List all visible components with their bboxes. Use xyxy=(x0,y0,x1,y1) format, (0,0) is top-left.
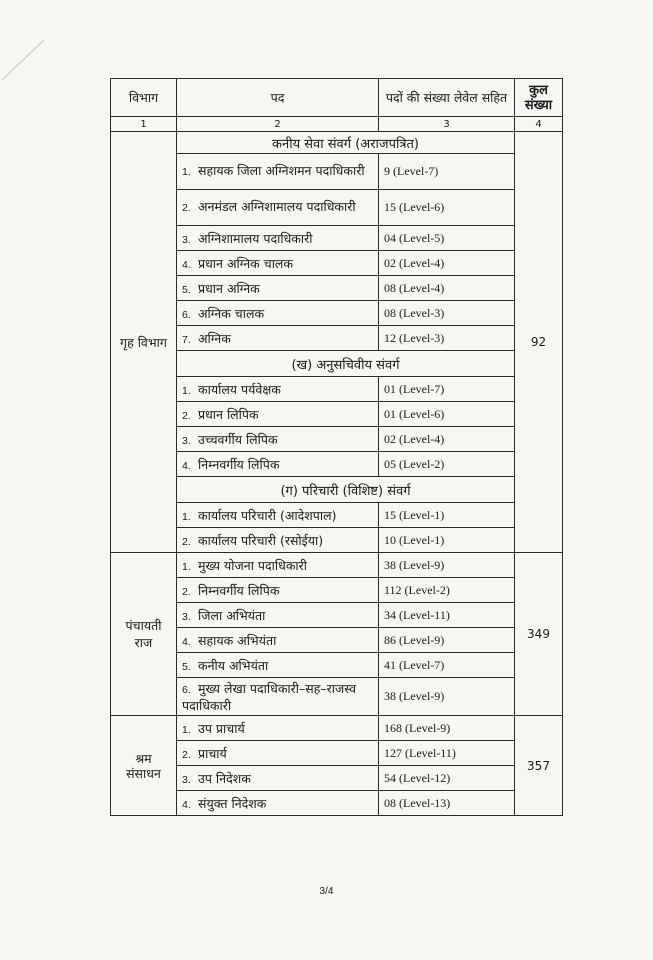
table-row xyxy=(111,766,563,791)
table-row xyxy=(111,301,563,326)
header-count: पदों की संख्या लेवेल सहित xyxy=(379,79,515,117)
post-count: 38 (Level-9) xyxy=(379,553,515,578)
post-count: 127 (Level-11) xyxy=(379,741,515,766)
table-header-row xyxy=(111,79,563,117)
post-count: 08 (Level-4) xyxy=(379,276,515,301)
post-name xyxy=(177,578,379,603)
post-count: 05 (Level-2) xyxy=(379,452,515,477)
column-number: 1 xyxy=(111,117,177,132)
table-row xyxy=(111,716,563,741)
post-name xyxy=(177,741,379,766)
post-count: 9 (Level-7) xyxy=(379,154,515,190)
post-count: 15 (Level-6) xyxy=(379,190,515,226)
post-name xyxy=(177,716,379,741)
post-label: मुख्य योजना पदाधिकारी xyxy=(198,557,308,573)
header-post: पद xyxy=(177,79,379,117)
department-total: 92 xyxy=(515,132,563,553)
post-count: 01 (Level-6) xyxy=(379,402,515,427)
post-count: 08 (Level-3) xyxy=(379,301,515,326)
post-count: 04 (Level-5) xyxy=(379,226,515,251)
post-number: 7. xyxy=(182,333,191,346)
department-name: श्रम संसाधन xyxy=(111,716,177,816)
post-name xyxy=(177,190,379,226)
post-count: 08 (Level-13) xyxy=(379,791,515,816)
post-number: 2. xyxy=(182,585,191,598)
post-label: उप निदेशक xyxy=(198,770,251,786)
post-label: मुख्य लेखा पदाधिकारी–सह–राजस्व पदाधिकारी xyxy=(182,680,357,713)
post-label: प्राचार्य xyxy=(198,745,227,761)
post-number: 5. xyxy=(182,283,191,296)
post-count: 41 (Level-7) xyxy=(379,653,515,678)
post-name xyxy=(177,452,379,477)
post-label: प्रधान अग्निक चालक xyxy=(198,255,294,271)
section-title: (ख) अनुसचिवीय संवर्ग xyxy=(177,351,515,377)
post-label: उप प्राचार्य xyxy=(198,720,245,736)
table-row xyxy=(111,578,563,603)
post-label: अग्निक xyxy=(198,330,231,346)
post-name xyxy=(177,377,379,402)
post-number: 1. xyxy=(182,384,191,397)
post-label: निम्नवर्गीय लिपिक xyxy=(198,582,280,598)
table-row xyxy=(111,190,563,226)
table-row xyxy=(111,402,563,427)
department-name: गृह विभाग xyxy=(111,132,177,553)
post-number: 5. xyxy=(182,660,191,673)
post-number: 2. xyxy=(182,535,191,548)
post-label: निम्नवर्गीय लिपिक xyxy=(198,456,280,472)
post-label: अग्निक चालक xyxy=(198,305,265,321)
post-number: 6. xyxy=(182,308,191,321)
post-count: 112 (Level-2) xyxy=(379,578,515,603)
post-label: कार्यालय पर्यवेक्षक xyxy=(198,381,281,397)
table-row xyxy=(111,553,563,578)
post-name xyxy=(177,402,379,427)
post-number: 3. xyxy=(182,233,191,246)
table-row xyxy=(111,653,563,678)
section-row xyxy=(111,132,563,154)
post-label: अनमंडल अग्निशामालय पदाधिकारी xyxy=(198,199,356,214)
post-number: 1. xyxy=(182,560,191,573)
post-name xyxy=(177,154,379,190)
post-name xyxy=(177,226,379,251)
post-number: 4. xyxy=(182,798,191,811)
post-number: 2. xyxy=(182,409,191,422)
post-count: 15 (Level-1) xyxy=(379,503,515,528)
post-label: उच्चवर्गीय लिपिक xyxy=(198,431,278,447)
post-label: अग्निशामालय पदाधिकारी xyxy=(198,230,313,246)
post-name xyxy=(177,653,379,678)
table-row xyxy=(111,276,563,301)
post-count: 54 (Level-12) xyxy=(379,766,515,791)
section-row xyxy=(111,351,563,377)
post-label: सहायक जिला अग्निशमन पदाधिकारी xyxy=(198,163,365,178)
post-name xyxy=(177,628,379,653)
section-title: (ग) परिचारी (विशिष्ट) संवर्ग xyxy=(177,477,515,503)
post-label: कार्यालय परिचारी (आदेशपाल) xyxy=(198,507,337,523)
table-row xyxy=(111,226,563,251)
post-name xyxy=(177,791,379,816)
table-row xyxy=(111,154,563,190)
table-row xyxy=(111,377,563,402)
post-label: संयुक्त निदेशक xyxy=(198,795,267,811)
department-total: 349 xyxy=(515,553,563,716)
post-count: 10 (Level-1) xyxy=(379,528,515,553)
post-number: 3. xyxy=(182,434,191,447)
post-label: कार्यालय परिचारी (रसोईया) xyxy=(198,532,324,548)
post-name xyxy=(177,326,379,351)
section-title: कनीय सेवा संवर्ग (अराजपत्रित) xyxy=(177,132,515,154)
header-department: विभाग xyxy=(111,79,177,117)
post-label: प्रधान अग्निक xyxy=(198,280,260,296)
post-count: 02 (Level-4) xyxy=(379,251,515,276)
post-count: 02 (Level-4) xyxy=(379,427,515,452)
post-name xyxy=(177,603,379,628)
page-number: 3/4 xyxy=(319,886,334,897)
section-row xyxy=(111,477,563,503)
table-row xyxy=(111,603,563,628)
post-number: 3. xyxy=(182,773,191,786)
post-name xyxy=(177,301,379,326)
post-name xyxy=(177,766,379,791)
post-count: 01 (Level-7) xyxy=(379,377,515,402)
post-name xyxy=(177,553,379,578)
post-number: 3. xyxy=(182,610,191,623)
post-name xyxy=(177,503,379,528)
posts-table xyxy=(110,78,563,816)
post-count: 168 (Level-9) xyxy=(379,716,515,741)
table-row xyxy=(111,452,563,477)
department-total: 357 xyxy=(515,716,563,816)
table-row xyxy=(111,628,563,653)
post-number: 4. xyxy=(182,258,191,271)
post-name xyxy=(177,427,379,452)
post-number: 4. xyxy=(182,635,191,648)
post-name xyxy=(177,251,379,276)
post-count: 86 (Level-9) xyxy=(379,628,515,653)
table-row xyxy=(111,326,563,351)
column-number: 3 xyxy=(379,117,515,132)
column-number: 4 xyxy=(515,117,563,132)
table-row xyxy=(111,741,563,766)
post-number: 1. xyxy=(182,166,191,178)
post-label: प्रधान लिपिक xyxy=(198,406,259,422)
table-row xyxy=(111,791,563,816)
post-number: 4. xyxy=(182,459,191,472)
post-label: जिला अभियंता xyxy=(198,607,266,623)
column-number: 2 xyxy=(177,117,379,132)
post-number: 2. xyxy=(182,748,191,761)
post-number: 6. xyxy=(182,683,191,696)
table-row xyxy=(111,503,563,528)
table-row xyxy=(111,528,563,553)
page-fold-mark xyxy=(0,0,60,90)
post-name xyxy=(177,276,379,301)
post-label: सहायक अभियंता xyxy=(198,632,277,648)
header-total: कुल संख्या xyxy=(515,79,563,117)
department-name: पंचायती राज xyxy=(111,553,177,716)
post-number: 1. xyxy=(182,510,191,523)
post-count: 12 (Level-3) xyxy=(379,326,515,351)
table-row xyxy=(111,678,563,716)
post-label: कनीय अभियंता xyxy=(198,657,269,673)
post-count: 38 (Level-9) xyxy=(379,678,515,716)
post-name xyxy=(177,678,379,716)
post-name xyxy=(177,528,379,553)
post-number: 1. xyxy=(182,723,191,736)
table-row xyxy=(111,251,563,276)
table-row xyxy=(111,427,563,452)
column-number-row xyxy=(111,117,563,132)
post-number: 2. xyxy=(182,202,191,214)
post-count: 34 (Level-11) xyxy=(379,603,515,628)
